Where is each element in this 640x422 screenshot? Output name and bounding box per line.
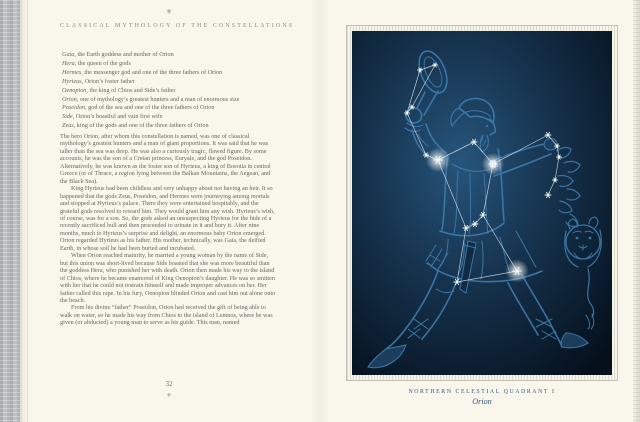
fleuron-icon: ⚜: [165, 8, 173, 16]
paragraph: The hero Orion, after whom this constellation is named, was one of classical mythology’s greatest hunters and a man of giant proportions. It was said that he was taller than the sea was deep. He was also a curiously tragic, flawed figure. By some accounts, he was the son of a Cretan princess, Euryale, and the god Poseidon. Alternatively, he was known as the foster son of Hyrieus, a king of Boeotia in central Greece (or of Thrace, a region lying between the Balkan Mountains, the Aegean, and the Black Sea).: [60, 133, 271, 185]
orion-plate: [352, 31, 612, 375]
list-item: Gaia, the Earth goddess and mother of Orion: [62, 51, 174, 58]
paragraph: King Hyrieus had been childless and very unhappy about not having an heir. It so happened that the gods Zeus, Poseidon, and Hermes were journeying among mortals and stopped at Hyrieus’s palace. There they were entertained hospitably, and the grateful gods resolved to reward him. They would grant him any wish. Hyrieus’s wish, of course, was for a son. So, the gods asked an unsuspecting Hyrieus for the hide of a recently sacrificed bull and then proceeded to urinate in it and bury it. After nine months, much to Hyrieus’s surprise and delight, an enormous baby Orion emerged. Orion regarded Hyrieus as his father. His mother, technically, was Gaia, the deified Earth, in whose soil he had been buried and incubated.: [60, 185, 275, 252]
page-edges-left: [0, 0, 20, 422]
plate-background: [352, 31, 612, 375]
page-edges-right: [633, 0, 640, 422]
paragraph: When Orion reached maturity, he married a young woman by the name of Side, but this union was short-lived because Side boasted that she was more beautiful than the goddess Hera, who punished her with death. Orion then made his way to the island of Chios, where he became enamored of King Oenopion’s daughter. He was so smitten with her that he could not restrain himself and made improper advances on her. Her father called this rape. In his fury, Oenopion blinded Orion and cast him out alone onto the beach.: [60, 252, 276, 304]
list-item: Zeus, king of the gods and one of the three fathers of Orion: [62, 122, 209, 130]
page-edges-left-highlight: [20, 0, 28, 422]
list-item: Side, Orion’s boastful and vain first wife: [62, 113, 163, 121]
paragraph: From his divine “father” Poseidon, Orion had received the gift of being able to walk on water, so he made his way from Chios to the island of Lemnos, where he was given (or abducted) a young man to serve as his guide. This man, named: [60, 304, 273, 327]
list-item: Hyrieus, Orion’s foster father: [62, 77, 135, 85]
list-item: Orion, one of mythology’s greatest hunters and a man of enormous size: [62, 95, 240, 103]
plate-caption: [346, 389, 618, 406]
body-text: [60, 133, 277, 373]
list-item: Poseidon, god of the sea and one of the three fathers of Orion: [62, 104, 215, 112]
quadrant-label: NORTHERN CELESTIAL QUADRANT I: [408, 389, 556, 395]
page-number: 32: [165, 381, 173, 388]
cast-list: [62, 51, 278, 131]
list-item: Hera, the queen of the gods: [62, 59, 131, 67]
constellation-name: Orion: [472, 397, 492, 406]
list-item: Hermes, the messenger god and one of the three fathers of Orion: [62, 68, 223, 76]
orion-illustration: [352, 31, 612, 375]
running-head: CLASSICAL MYTHOLOGY OF THE CONSTELLATIONS: [60, 23, 295, 29]
book-spine: [311, 0, 329, 422]
fleuron-icon: ⚜: [166, 392, 172, 399]
list-item: Oenopion, the king of Chios and Side’s father: [62, 86, 176, 94]
